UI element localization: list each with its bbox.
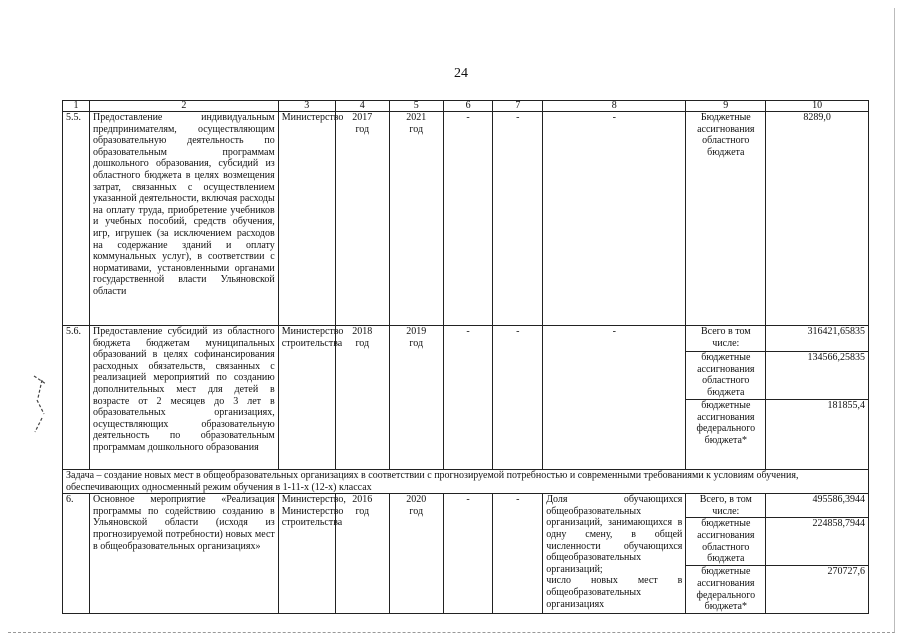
col-header: 1 xyxy=(63,101,90,112)
pen-mark xyxy=(28,370,58,440)
cell-col7: - xyxy=(493,112,543,326)
executor: Министерство строительства xyxy=(278,326,335,470)
indicator: - xyxy=(543,112,686,326)
executor: Министерство, Министерство строительства xyxy=(278,494,335,614)
end-year: 2019 год xyxy=(389,326,443,470)
start-year: 2017 год xyxy=(335,112,389,326)
row-number: 6. xyxy=(63,494,90,614)
executor: Министерство xyxy=(278,112,335,326)
funding-source-total: Всего, в том числе: xyxy=(686,494,766,518)
page-number: 24 xyxy=(454,66,468,81)
cell-col7: - xyxy=(493,326,543,470)
row-number: 5.5. xyxy=(63,112,90,326)
cell-col7: - xyxy=(493,494,543,614)
funding-amount-federal: 181855,4 xyxy=(766,400,869,470)
end-year: 2021 год xyxy=(389,112,443,326)
funding-source-regional: бюджетные ассигнования областного бюджета xyxy=(686,352,766,400)
start-year: 2016 год xyxy=(335,494,389,614)
task-description: Задача – создание новых мест в общеобразовательных организациях в соответствии с прогнозируемой потребностью и современными требованиями к условиям обучения, обеспечивающих односменный режим обучения в 1-11-х (12-х) классах xyxy=(63,470,869,494)
funding-source-federal: бюджетные ассигнования федерального бюджета* xyxy=(686,400,766,470)
funding-amount: 8289,0 xyxy=(766,112,869,326)
measure-description: Предоставление индивидуальным предпринимателям, осуществляющим образовательную деятельность по образовательным программам дошкольного образования, субсидий из областного бюджета в целях возмещения затрат, связанных с осуществлением указанной деятельности, включая расходы на оплату труда, приобретение учебников и учебных пособий, средств обучения, игр, игрушек (за исключением расходов на содержание зданий и оплату коммунальных услуг), в соответствии с нормативами, установленными органами государственной власти Ульяновской области xyxy=(89,112,278,326)
col-header: 6 xyxy=(443,101,493,112)
funding-source-federal: бюджетные ассигнования федерального бюджета* xyxy=(686,566,766,613)
table-row-6 xyxy=(63,494,869,518)
funding-amount-total: 495586,3944 xyxy=(766,494,869,518)
indicator: Доля обучающихся общеобразовательных организаций, занимающихся в одну смену, в общей численности обучающихся общеобразовательных организаций; число новых мест в общеобразовательных организациях xyxy=(543,494,686,614)
cell-col6: - xyxy=(443,494,493,614)
table-row-5-6 xyxy=(63,326,869,352)
cell-col6: - xyxy=(443,326,493,470)
funding-source-regional: бюджетные ассигнования областного бюджета xyxy=(686,518,766,566)
column-number-row xyxy=(63,101,869,112)
funding-amount-regional: 134566,25835 xyxy=(766,352,869,400)
measure-description: Основное мероприятие «Реализация программы по содействию созданию в Ульяновской области (исходя из прогнозируемой потребности) новых мест в общеобразовательных организациях» xyxy=(89,494,278,614)
col-header: 4 xyxy=(335,101,389,112)
col-header: 8 xyxy=(543,101,686,112)
table-row-5-5 xyxy=(63,112,869,326)
funding-amount-regional: 224858,7944 xyxy=(766,518,869,566)
row-number: 5.6. xyxy=(63,326,90,470)
funding-source: Бюджетные ассигнования областного бюджета xyxy=(686,112,766,326)
task-row xyxy=(63,470,869,494)
end-year: 2020 год xyxy=(389,494,443,614)
funding-amount-federal: 270727,6 xyxy=(766,566,869,613)
cell-col6: - xyxy=(443,112,493,326)
program-measures-table xyxy=(62,100,869,614)
col-header: 5 xyxy=(389,101,443,112)
col-header: 3 xyxy=(278,101,335,112)
indicator: - xyxy=(543,326,686,470)
col-header: 2 xyxy=(89,101,278,112)
start-year: 2018 год xyxy=(335,326,389,470)
funding-source-total: Всего в том числе: xyxy=(686,326,766,352)
measure-description: Предоставление субсидий из областного бюджета бюджетам муниципальных образований в целях софинансирования расходных обязательств, связанных с реализацией мероприятий по созданию дополнительных мест для детей в возрасте от 2 месяцев до 3 лет в образовательных организациях, осуществляющих образовательную деятельность по образовательным программам дошкольного образования xyxy=(89,326,278,470)
col-header: 9 xyxy=(686,101,766,112)
col-header: 7 xyxy=(493,101,543,112)
funding-amount-total: 316421,65835 xyxy=(766,326,869,352)
col-header: 10 xyxy=(766,101,869,112)
